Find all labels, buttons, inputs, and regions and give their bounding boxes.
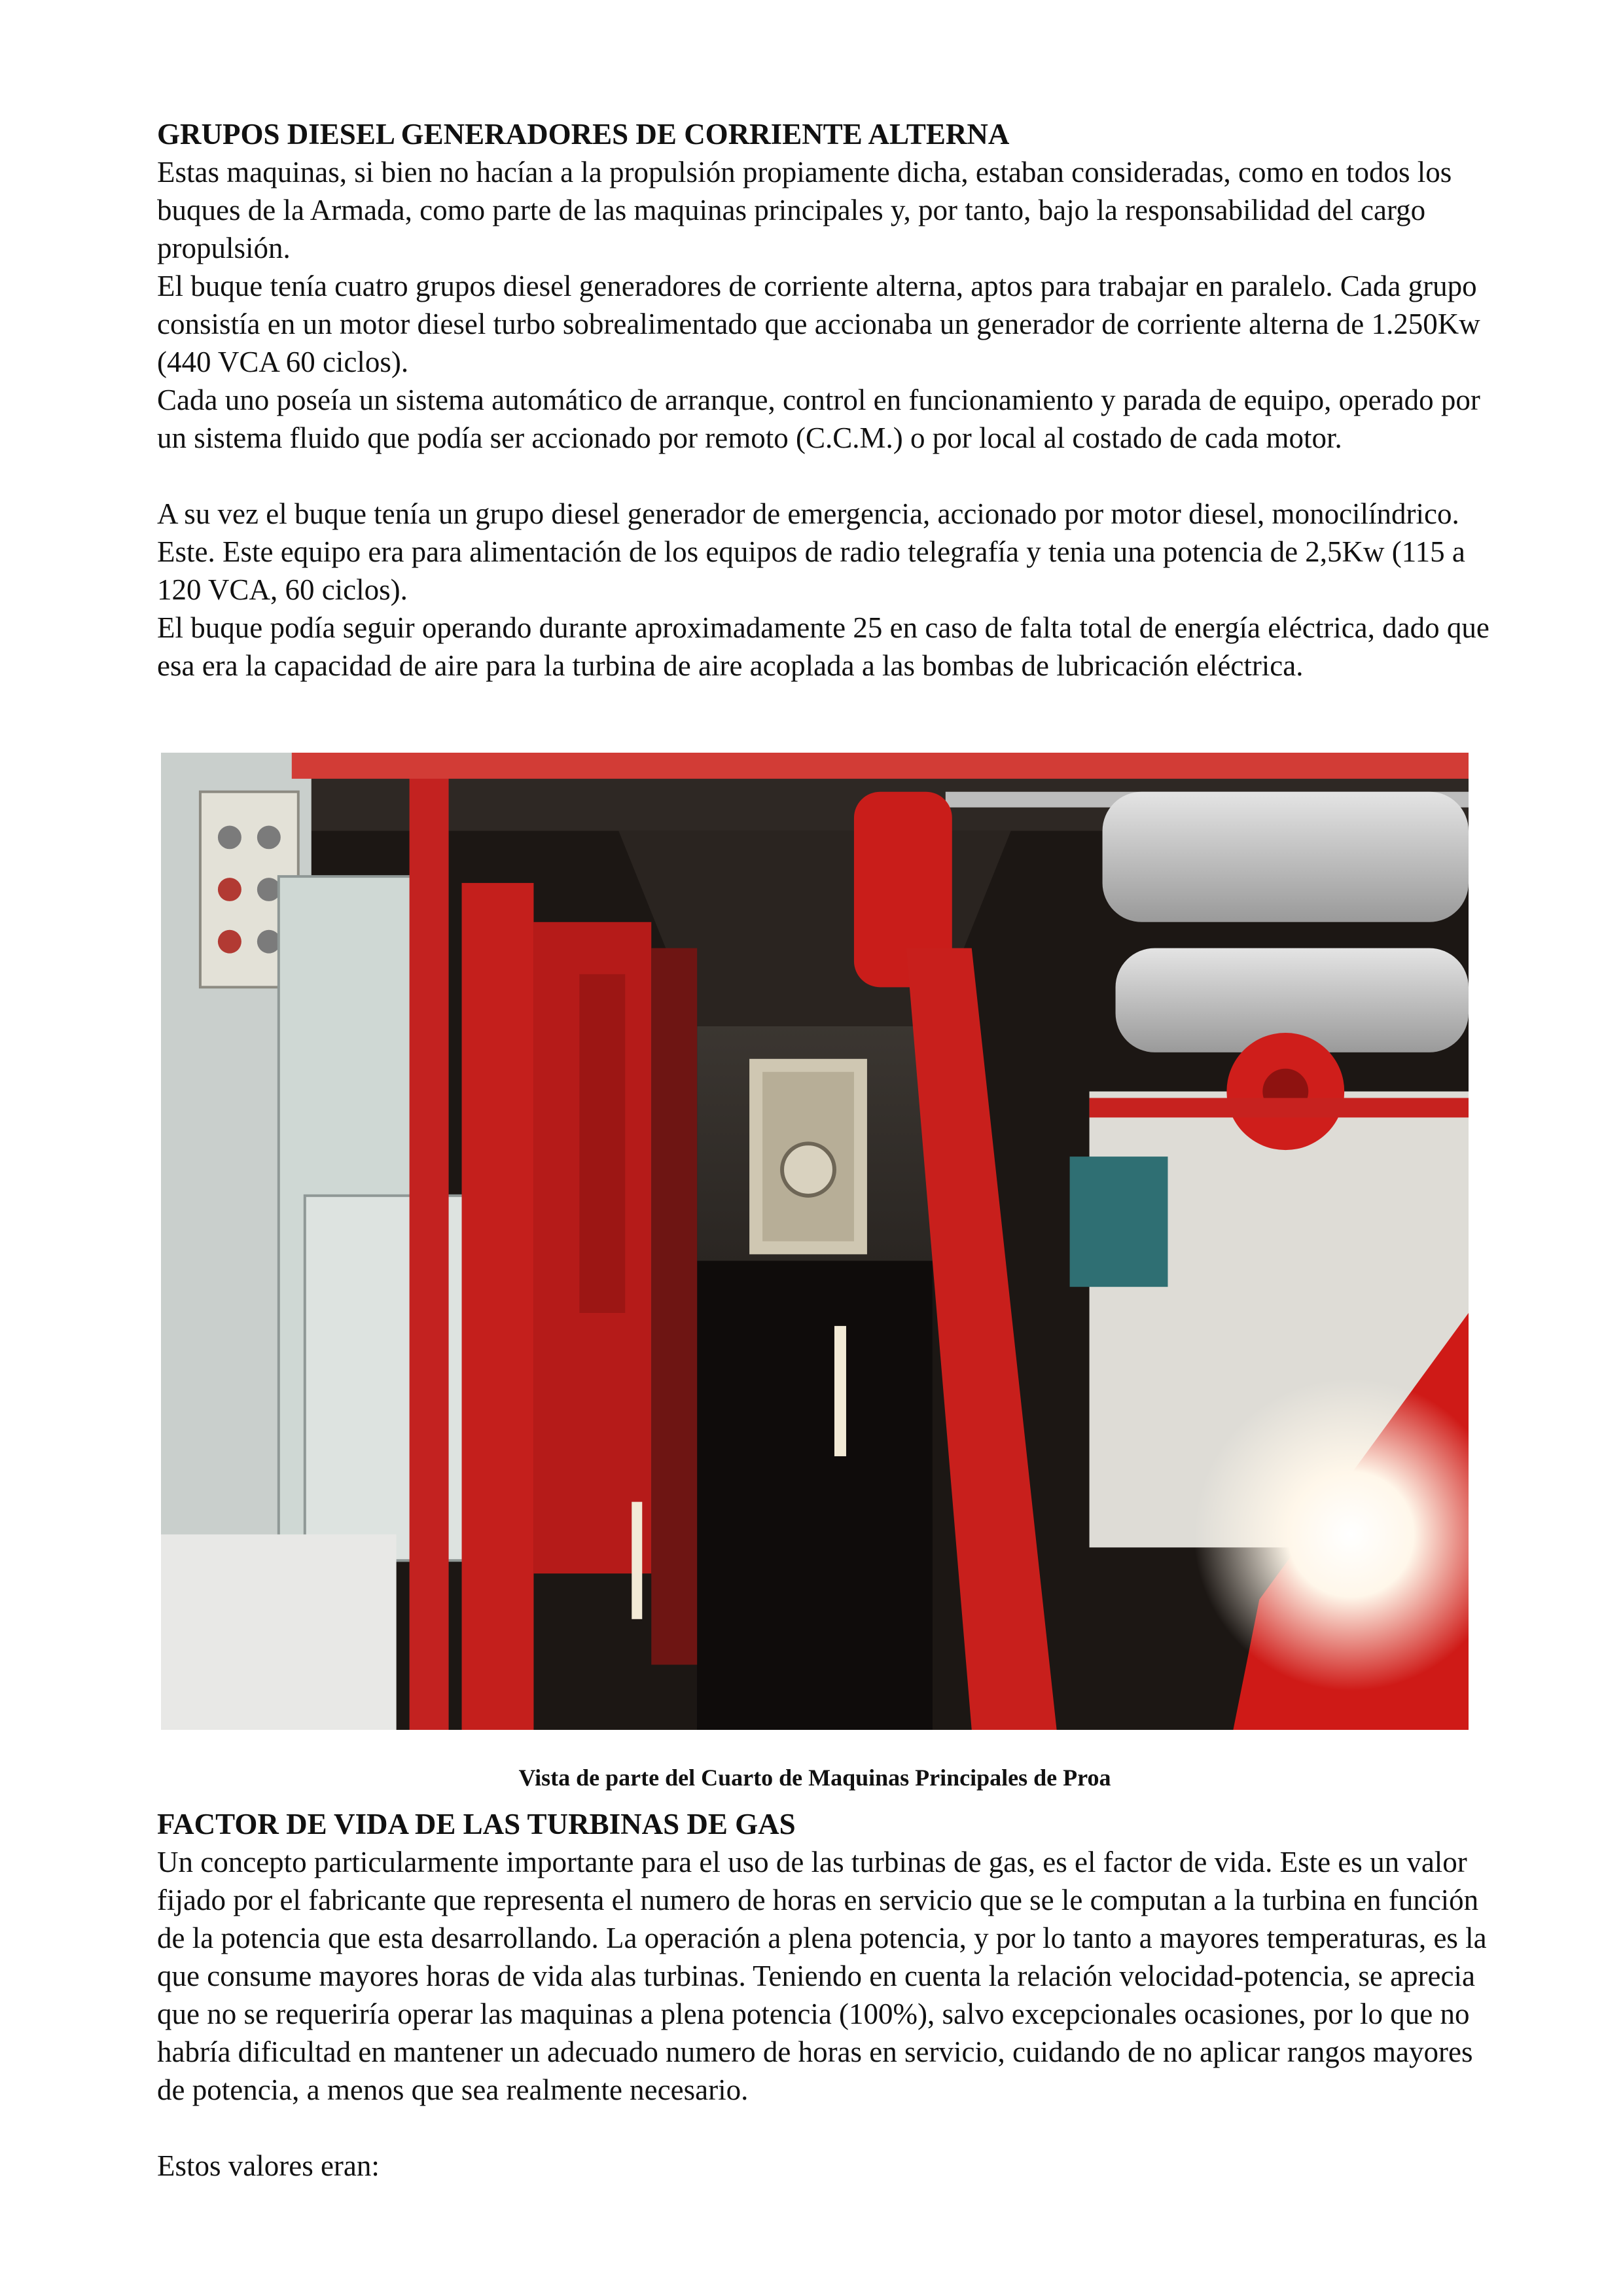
paragraph-falta-energia: El buque podía seguir operando durante aproximadamente 25 en caso de falta total de energía eléctrica, dado que esa era la capacidad de aire para la turbina de aire acoplada a las bombas de lubricación eléctrica. [157,611,1489,682]
paragraph-estos-valores: Estos valores eran: [157,2149,380,2182]
section-heading-diesel-generators: GRUPOS DIESEL GENERADORES DE CORRIENTE ALTERNA [157,118,1010,151]
photo-caption: Vista de parte del Cuarto de Maquinas Principales de Proa [518,1765,1111,1791]
engine-room-photo-illustration [161,753,1469,1730]
paragraph-generador-emergencia: A su vez el buque tenía un grupo diesel generador de emergencia, accionado por motor diesel, monocilíndrico. Este. Este equipo era para alimentación de los equipos de radio telegrafía y tenia una potencia de 2,5Kw (115 a 120 VCA, 60 ciclos). [157,497,1465,606]
paragraph-factor-de-vida: Un concepto particularmente importante para el uso de las turbinas de gas, es el factor de vida. Este es un valor fijado por el fabricante que representa el numero de horas en servicio que se le computan a la turbina en función de la potencia que esta desarrollando. La operación a plena potencia, y por lo tanto a mayores temperaturas, es la que consume mayores horas de vida alas turbinas. Teniendo en cuenta la relación velocidad-potencia, se aprecia que no se requeriría operar las maquinas a plena potencia (100%), salvo excepcionales ocasiones, por lo que no habría dificultad en mantener un adecuado numero de horas en servicio, cuidando de no aplicar rangos mayores de potencia, a menos que sea realmente necesario. [157,1846,1487,2106]
paragraph-maquinas-armada: Estas maquinas, si bien no hacían a la propulsión propiamente dicha, estaban consideradas, como en todos los buques de la Armada, como parte de las maquinas principales y, por tanto, bajo la responsabilidad del cargo propulsión. [157,156,1452,264]
paragraph-cuatro-grupos: El buque tenía cuatro grupos diesel generadores de corriente alterna, aptos para trabajar en paralelo. Cada grupo consistía en un motor diesel turbo sobrealimentado que accionaba un generador de corriente alterna de 1.250Kw (440 VCA 60 ciclos). [157,270,1480,378]
engine-room-photo [161,753,1469,1730]
section-heading-gas-turbine-life-factor: FACTOR DE VIDA DE LAS TURBINAS DE GAS [157,1808,796,1840]
paragraph-arranque-automatico: Cada uno poseía un sistema automático de arranque, control en funcionamiento y parada de equipo, operado por un sistema fluido que podía ser accionado por remoto (C.C.M.) o por local al costado de cada motor. [157,384,1480,454]
